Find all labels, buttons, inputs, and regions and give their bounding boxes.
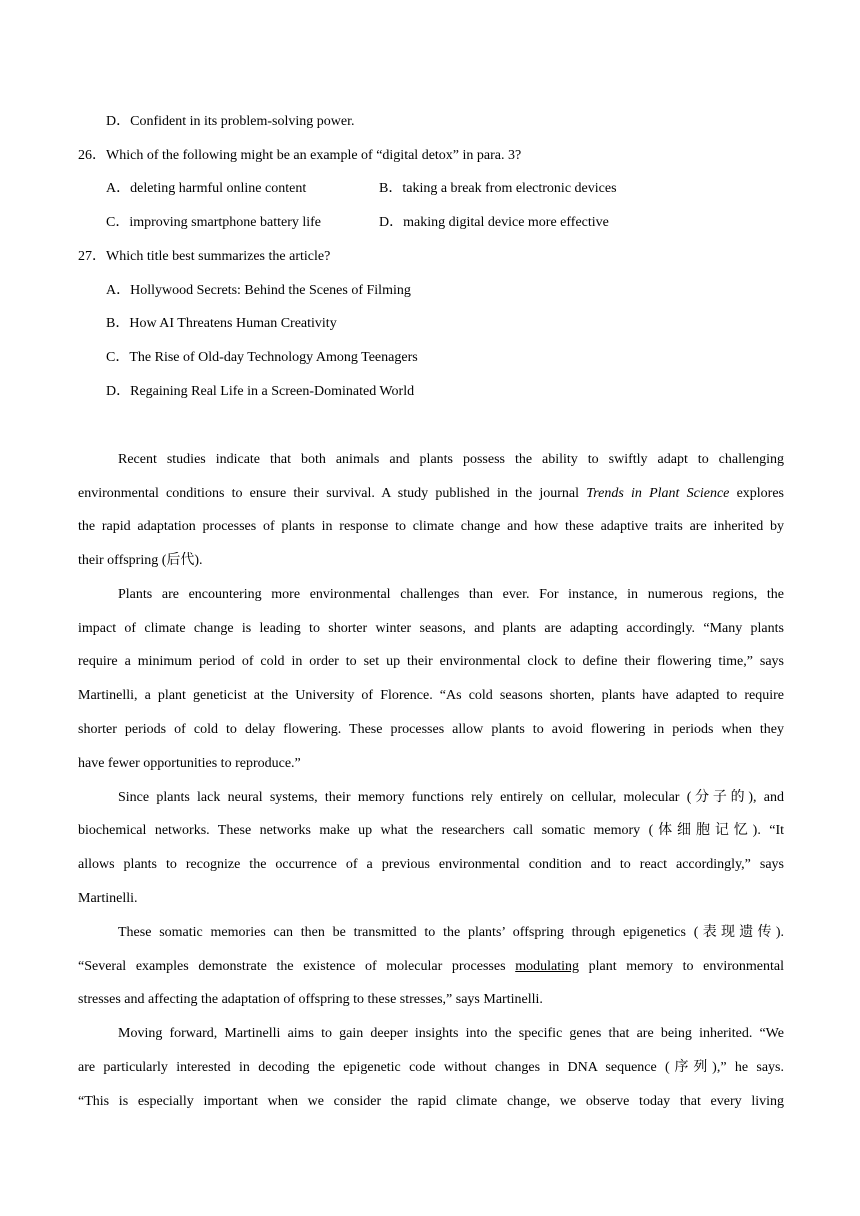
q25-option-d: D．Confident in its problem-solving power. — [106, 114, 355, 129]
paragraph-line: their offspring (后代). — [78, 553, 203, 568]
paragraph-line: biochemical networks. These networks make up what the researchers call somatic memory (体细胞记忆). “It — [78, 823, 784, 838]
paragraph-line: allows plants to recognize the occurrence of a previous environmental condition and to react accordingly,” says — [78, 857, 784, 872]
paragraph-line: Moving forward, Martinelli aims to gain deeper insights into the specific genes that are being inherited. “We — [118, 1026, 784, 1041]
q27-stem: 27．Which title best summarizes the article? — [78, 249, 331, 264]
text-segment: environmental conditions to ensure their survival. A study published in the journal — [78, 486, 587, 501]
paragraph-line — [78, 957, 784, 977]
q27-option-a: A．Hollywood Secrets: Behind the Scenes of Filming — [106, 283, 411, 298]
q27-option-b: B．How AI Threatens Human Creativity — [106, 316, 337, 331]
paragraph-line: are particularly interested in decoding the epigenetic code without changes in DNA sequence (序列),” he says. — [78, 1060, 784, 1075]
text-segment: explores — [729, 486, 784, 501]
paragraph-line: shorter periods of cold to delay flowering. These processes allow plants to avoid flowering in periods when they — [78, 722, 784, 737]
paragraph-line: have fewer opportunities to reproduce.” — [78, 756, 301, 771]
paragraph-line: Martinelli, a plant geneticist at the University of Florence. “As cold seasons shorten, plants have adapted to require — [78, 688, 784, 703]
q26-option-c: C．improving smartphone battery life — [106, 215, 322, 230]
paragraph-line: Recent studies indicate that both animals and plants possess the ability to swiftly adapt to challenging — [118, 452, 784, 467]
text-segment: plant memory to environmental — [578, 959, 785, 974]
q26-option-d: D．making digital device more effective — [379, 215, 609, 230]
journal-title: Trends in Plant Science — [586, 486, 730, 501]
text-segment: “Several examples demonstrate the existence of molecular processes — [78, 959, 516, 974]
paragraph-line: stresses and affecting the adaptation of offspring to these stresses,” says Martinelli. — [78, 992, 543, 1007]
paragraph-line: Since plants lack neural systems, their memory functions rely entirely on cellular, molecular (分子的), and — [118, 790, 784, 805]
paragraph-line: Plants are encountering more environmental challenges than ever. For instance, in numerous regions, the — [118, 587, 784, 602]
q27-option-d: D．Regaining Real Life in a Screen-Dominated World — [106, 384, 415, 399]
q27-option-c: C．The Rise of Old-day Technology Among Teenagers — [106, 350, 418, 365]
paragraph-line: These somatic memories can then be transmitted to the plants’ offspring through epigenetics (表现遗传). — [118, 925, 784, 940]
q26-option-b: B．taking a break from electronic devices — [379, 181, 617, 196]
q26-stem: 26．Which of the following might be an example of “digital detox” in para. 3? — [78, 148, 522, 163]
paragraph-line: “This is especially important when we consider the rapid climate change, we observe today that every living — [78, 1094, 784, 1109]
paragraph-line — [78, 484, 784, 504]
paragraph-line: the rapid adaptation processes of plants in response to climate change and how these adaptive traits are inherited by — [78, 519, 784, 534]
q26-option-a: A．deleting harmful online content — [106, 181, 307, 196]
paragraph-line: Martinelli. — [78, 891, 138, 906]
paragraph-line: require a minimum period of cold in order to set up their environmental clock to define their flowering time,” says — [78, 654, 784, 669]
underlined-word: modulating — [515, 959, 579, 974]
paragraph-line: impact of climate change is leading to shorter winter seasons, and plants are adapting accordingly. “Many plants — [78, 621, 784, 636]
